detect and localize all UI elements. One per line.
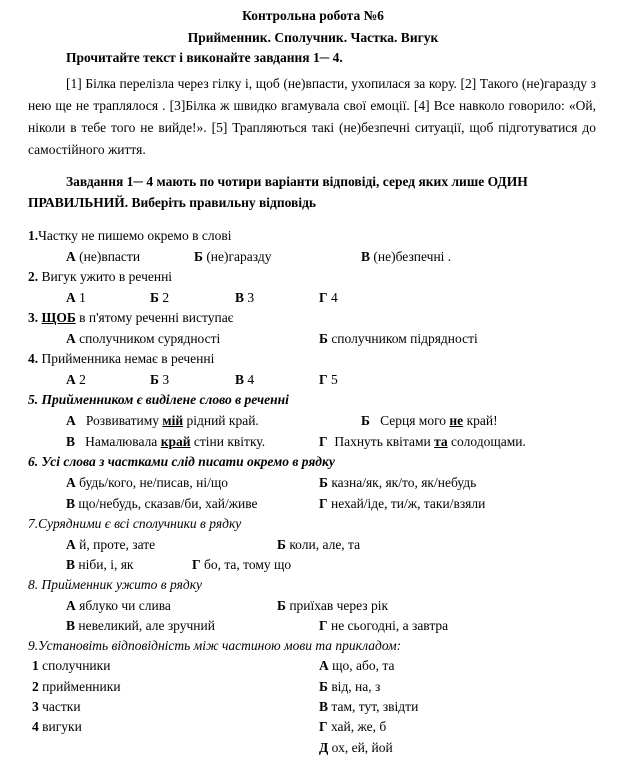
q9-right-g[interactable]: Г хай, же, б [319,719,387,734]
q5-option-a[interactable]: А Розвиватиму мій рідний край. [66,413,259,428]
sentence-5: [5] Трапляються такі (не)безпечні ситуації, щоб підготуватися до самостійного життя. [28,120,597,157]
q9-right-v[interactable]: В там, тут, звідти [319,699,419,714]
question-6: 6. Усі слова з частками слід писати окремо в рядку [28,454,335,469]
q9-right-b[interactable]: Б від, на, з [319,679,381,694]
q1-option-v[interactable]: В (не)безпечні . [361,249,452,264]
reading-text [28,73,596,161]
q2-option-v[interactable]: В 3 [235,290,255,305]
question-5: 5. Прийменником є виділене слово в реченні [28,392,289,407]
q7-option-b[interactable]: Б коли, але, та [277,537,361,552]
read-task: Прочитайте текст і виконайте завдання 1─ 4. [66,50,343,65]
q3-option-a[interactable]: А сполучником сурядності [66,331,221,346]
q4-option-v[interactable]: В 4 [235,372,255,387]
question-2: 2. Вигук ужито в реченні [28,269,173,284]
instruction-line-1: Завдання 1─ 4 мають по чотири варіанти відповіді, серед яких лише ОДИН [66,174,528,189]
test-subtitle: Прийменник. Сполучник. Частка. Вигук [187,30,439,45]
q9-left-2: 2 прийменники [32,679,121,694]
q3-keyword: ЩОБ [41,310,76,325]
q4-option-a[interactable]: А 2 [66,372,86,387]
question-3: 3. ЩОБ в п'ятому реченні виступає [28,310,234,325]
q2-option-a[interactable]: А 1 [66,290,86,305]
q7-option-a[interactable]: А й, проте, зате [66,537,156,552]
q5-option-g[interactable]: Г Пахнуть квітами та солодощами. [319,434,526,449]
sentence-4: [4] Все навколо говорило: «Ой, ніколи в тебе того не вийде!». [28,98,596,135]
q2-option-g[interactable]: Г 4 [319,290,338,305]
q8-option-g[interactable]: Г не сьогодні, а завтра [319,618,449,633]
question-4: 4. Прийменника немає в реченні [28,351,215,366]
sentence-1: [1] Білка перелізла через гілку і, щоб (не)впасти, ухопилася за кору. [66,76,457,91]
q8-option-v[interactable]: В невеликий, але зручний [66,618,215,633]
question-9: 9.Установіть відповідність між частиною мови та прикладом: [28,638,402,653]
q6-option-a[interactable]: А будь/кого, не/писав, ні/що [66,475,229,490]
q1-option-b[interactable]: Б (не)гаразду [194,249,272,264]
q8-option-a[interactable]: А яблуко чи слива [66,598,171,613]
q9-right-d[interactable]: Д ох, ей, йой [319,740,393,755]
question-8: 8. Прийменник ужито в рядку [28,577,202,592]
q3-option-b[interactable]: Б сполучником підрядності [319,331,478,346]
q4-option-b[interactable]: Б 3 [150,372,170,387]
q6-option-g[interactable]: Г нехай/іде, ти/ж, таки/взяли [319,496,486,511]
q7-option-g[interactable]: Г бо, та, тому що [192,557,292,572]
q5-option-b[interactable]: Б Серця мого не край! [361,413,498,428]
q2-option-b[interactable]: Б 2 [150,290,170,305]
sentence-2: [2] Такого (не)гаразду з нею ще не траплялося . [28,76,596,113]
q6-option-v[interactable]: В що/небудь, сказав/би, хай/живе [66,496,258,511]
q9-left-1: 1 сполучники [32,658,111,673]
q4-option-g[interactable]: Г 5 [319,372,338,387]
q9-left-4: 4 вигуки [32,719,82,734]
question-7: 7.Сурядними є всі сполучники в рядку [28,516,242,531]
sentence-3: [3]Білка ж швидко вгамувала свої емоції. [169,98,410,113]
q9-left-3: 3 частки [32,699,81,714]
q5-option-v[interactable]: В Намалювала край стіни квітку. [66,434,266,449]
instruction-line-2: ПРАВИЛЬНИЙ. Виберіть правильну відповідь [28,195,317,210]
q8-option-b[interactable]: Б приїхав через рік [277,598,389,613]
q9-right-a[interactable]: А що, або, та [319,658,395,673]
q1-option-a[interactable]: А (не)впасти [66,249,141,264]
test-title: Контрольна робота №6 [242,8,384,23]
question-1: 1.Частку не пишемо окремо в слові [28,228,232,243]
q7-option-v[interactable]: В ніби, і, як [66,557,134,572]
q6-option-b[interactable]: Б казна/як, як/то, як/небудь [319,475,477,490]
